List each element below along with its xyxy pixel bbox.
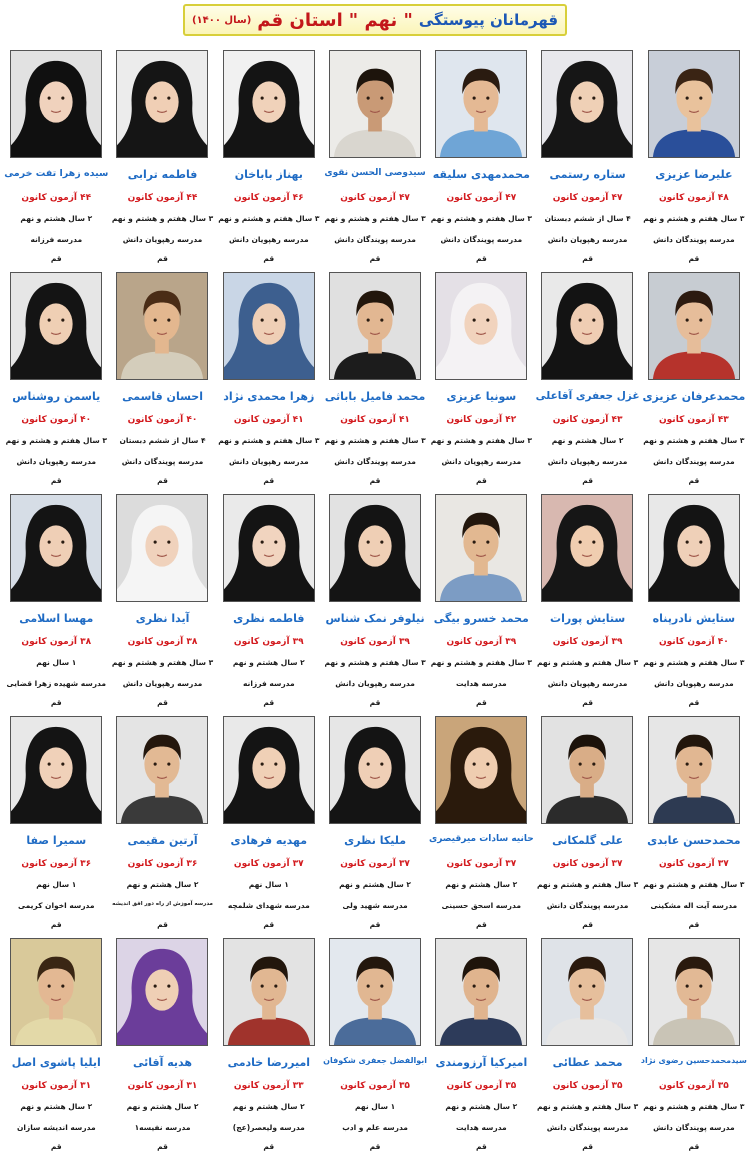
student-name: محمدعرفان عزیزی [642,390,746,403]
student-school: مدرسه رهپویان دانش [547,679,628,688]
student-card [109,50,215,272]
student-card [641,272,747,494]
student-card [534,494,640,716]
student-school: مدرسه هدایت [455,1123,507,1132]
student-card [641,494,747,716]
student-photo [541,938,633,1046]
student-card [216,272,322,494]
student-photo [116,938,208,1046]
student-name: نیلوفر نمک شناس [325,612,425,625]
student-photo [648,272,740,380]
student-years: ۳ سال هفتم و هشتم و نهم [536,658,639,667]
student-exam-count: ۳۷ آزمون کانون [340,859,410,869]
student-school: مدرسه پویندگان دانش [121,457,204,466]
student-exam-count: ۴۶ آزمون کانون [233,193,304,203]
student-school: مدرسه علم و ادب [342,1123,408,1132]
student-name: غزل جعفری آقاعلی [535,390,640,402]
student-school: مدرسه هدایت [455,679,507,688]
student-exam-count: ۳۵ آزمون کانون [658,1081,729,1091]
student-name: سمیرا صفا [26,834,87,847]
student-name: امیرکیا آرزومندی [435,1056,528,1069]
student-school: مدرسه اندیشه سازان [16,1123,96,1132]
student-name: محمد فامیل باباثی [324,390,426,403]
student-name: ستایش پورات [550,612,626,625]
student-card [216,716,322,938]
student-years: ۲ سال هشتم و نهم [551,436,624,445]
student-name: ملیکا نظری [344,834,407,847]
student-city: قم [50,920,62,929]
student-name: سونیا عزیزی [446,390,517,403]
student-city: قم [582,698,593,707]
student-card [322,938,428,1160]
student-card [534,50,640,272]
student-years: ۳ سال هفتم و هشتم و نهم [111,658,214,667]
student-card [534,272,640,494]
student-name: محمدحسن عابدی [647,834,741,847]
student-exam-count: ۴۱ آزمون کانون [233,415,304,425]
student-city: قم [369,698,381,707]
student-name: محمدمهدی سلیقه [432,168,530,181]
student-city: قم [263,920,275,929]
student-name: فاطمه ترابی [127,168,198,181]
student-photo [10,716,102,824]
student-city: قم [369,1142,381,1151]
student-years: ۲ سال هشتم و نهم [20,214,93,223]
student-card [322,50,428,272]
student-city: قم [263,476,275,485]
student-name: هدیه آقائی [133,1056,193,1069]
student-school: مدرسه شهید ولی [342,901,408,910]
student-exam-count: ۳۵ آزمون کانون [340,1081,410,1091]
student-city: قم [50,476,62,485]
student-school: مدرسه پویندگان دانش [334,235,416,244]
student-name: بهناز باباخان [234,168,303,181]
student-city: قم [475,476,487,485]
student-card [3,716,109,938]
student-card [109,938,215,1160]
student-city: قم [157,476,168,485]
student-photo [648,50,740,158]
header-title-prefix: قهرمانان پیوستگی [418,11,559,29]
student-school: مدرسه پویندگان دانش [653,235,735,244]
student-years: ۳ سال هفتم و هشتم و نهم [643,880,745,889]
student-exam-count: ۴۰ آزمون کانون [21,415,92,425]
student-name: سیدمحمدحسین رضوی نژاد [640,1056,747,1065]
student-school: مدرسه شهیده زهرا قضایی [6,679,107,688]
student-school: مدرسه پویندگان دانش [546,901,629,910]
student-card [109,716,215,938]
student-city: قم [688,698,700,707]
student-city: قم [582,476,593,485]
student-years: ۳ سال هفتم و هشتم و نهم [324,658,426,667]
student-exam-count: ۳۸ آزمون کانون [21,637,92,647]
student-years: ۳ سال هفتم و هشتم و نهم [324,214,426,223]
student-name: ستاره رستمی [549,168,626,181]
student-years: ۲ سال هشتم و نهم [20,1102,93,1111]
student-years: ۲ سال هشتم و نهم [445,1102,518,1111]
student-school: مدرسه اخوان کریمی [17,901,95,910]
student-card [534,938,640,1160]
student-city: قم [157,1142,168,1151]
student-card [428,272,534,494]
student-school: مدرسه پویندگان دانش [334,457,416,466]
student-name: ایلیا پاشوی اصل [11,1056,101,1069]
student-school: مدرسه رهپویان دانش [229,235,309,244]
student-name: محمد عطائی [552,1056,623,1069]
student-exam-count: ۴۳ آزمون کانون [552,415,623,425]
student-city: قم [688,254,700,263]
student-name: سیدوصی الحسن نقوی [324,168,426,178]
student-exam-count: ۳۶ آزمون کانون [127,859,198,869]
student-city: قم [369,254,381,263]
student-school: مدرسه رهپویان دانش [547,235,628,244]
student-city: قم [475,254,487,263]
student-photo [223,50,315,158]
student-exam-count: ۳۱ آزمون کانون [127,1081,198,1091]
student-city: قم [688,476,700,485]
student-photo [329,938,421,1046]
student-city: قم [157,254,168,263]
student-card [322,716,428,938]
student-photo [329,716,421,824]
student-school: مدرسه رهپویان دانش [547,457,628,466]
student-photo [435,272,527,380]
student-years: ۱ سال نهم [36,880,77,889]
student-school: مدرسه اسحق حسینی [441,901,521,910]
student-photo [648,938,740,1046]
student-city: قم [263,254,275,263]
student-name: علیرضا عزیزی [655,168,733,181]
student-city: قم [582,254,593,263]
student-exam-count: ۴۴ آزمون کانون [127,193,198,203]
student-name: حانیه سادات میرقیصری [428,834,534,844]
student-name: علی گلمکانی [552,834,624,847]
student-card [216,494,322,716]
student-city: قم [263,698,275,707]
student-name: احسان قاسمی [122,390,203,403]
student-photo [223,272,315,380]
student-city: قم [688,1142,700,1151]
student-years: ۱ سال نهم [248,880,289,889]
student-card [109,494,215,716]
student-city: قم [688,920,700,929]
student-photo [435,716,527,824]
student-exam-count: ۳۷ آزمون کانون [446,859,517,869]
student-photo [435,494,527,602]
student-years: ۲ سال هشتم و نهم [445,880,518,889]
student-years: ۳ سال هفتم و هشتم و نهم [430,658,532,667]
student-photo [541,494,633,602]
student-name: زهرا محمدی نژاد [223,390,315,403]
student-school: مدرسه ولیعصر(عج) [232,1123,305,1132]
student-card [428,494,534,716]
student-years: ۳ سال هفتم و هشتم و نهم [5,436,107,445]
student-exam-count: ۴۲ آزمون کانون [446,415,517,425]
student-city: قم [582,920,593,929]
student-years: ۳ سال هفتم و هشتم و نهم [643,658,745,667]
student-exam-count: ۳۷ آزمون کانون [658,859,729,869]
student-photo [329,50,421,158]
student-years: ۱ سال نهم [354,1102,396,1111]
student-exam-count: ۴۰ آزمون کانون [658,637,729,647]
student-city: قم [369,920,381,929]
student-exam-count: ۳۳ آزمون کانون [233,1081,304,1091]
student-card [428,50,534,272]
student-school: مدرسه رهپویان دانش [122,679,203,688]
student-exam-count: ۴۳ آزمون کانون [658,415,729,425]
header-grade: " نهم " [348,9,413,31]
student-years: ۱ سال نهم [36,658,77,667]
student-photo [435,938,527,1046]
student-photo [648,716,740,824]
student-years: ۳ سال هفتم و هشتم و نهم [643,436,745,445]
student-photo [223,938,315,1046]
student-school: مدرسه رهپویان دانش [654,679,734,688]
student-photo [116,716,208,824]
student-exam-count: ۴۷ آزمون کانون [446,193,517,203]
student-school: مدرسه پویندگان دانش [653,457,735,466]
student-years: ۲ سال هشتم و نهم [232,1102,305,1111]
student-city: قم [157,698,168,707]
student-school: مدرسه رهپویان دانش [122,235,203,244]
student-years: ۳ سال هفتم و هشتم و نهم [536,1102,639,1111]
student-school: مدرسه رهپویان دانش [441,457,522,466]
student-years: ۳ سال هفتم و هشتم و نهم [430,436,532,445]
student-years: ۲ سال هشتم و نهم [126,880,199,889]
student-card [534,716,640,938]
student-card [216,938,322,1160]
student-city: قم [369,476,381,485]
student-name: امیررضا خادمی [227,1056,311,1069]
student-photo [10,938,102,1046]
student-photo [541,272,633,380]
student-card [216,50,322,272]
student-school: مدرسه آموزش از راه دور افق اندیشه [112,901,213,907]
student-photo [223,716,315,824]
student-photo [116,494,208,602]
student-exam-count: ۳۵ آزمون کانون [552,1081,623,1091]
student-city: قم [582,1142,593,1151]
student-years: ۳ سال هفتم و هشتم و نهم [536,880,639,889]
student-years: ۴ سال از ششم دبستان [119,436,206,445]
student-card [641,50,747,272]
header-province: استان قم [257,9,343,31]
student-name: آیدا نظری [135,612,190,625]
student-school: مدرسه فرزانه [30,235,83,244]
student-exam-count: ۳۵ آزمون کانون [446,1081,517,1091]
student-years: ۳ سال هفتم و هشتم و نهم [430,214,532,223]
student-city: قم [157,920,168,929]
student-exam-count: ۴۷ آزمون کانون [340,193,410,203]
student-exam-count: ۴۴ آزمون کانون [21,193,92,203]
student-school: مدرسه پویندگان دانش [440,235,523,244]
student-city: قم [50,254,62,263]
student-exam-count: ۳۶ آزمون کانون [21,859,92,869]
student-card [428,716,534,938]
student-card [3,50,109,272]
student-years: ۳ سال هفتم و هشتم و نهم [111,214,214,223]
student-city: قم [475,698,487,707]
student-exam-count: ۳۷ آزمون کانون [552,859,623,869]
student-years: ۲ سال هشتم و نهم [126,1102,199,1111]
student-exam-count: ۴۷ آزمون کانون [552,193,623,203]
student-photo [329,272,421,380]
student-exam-count: ۳۹ آزمون کانون [446,637,517,647]
student-exam-count: ۴۸ آزمون کانون [658,193,729,203]
student-photo [435,50,527,158]
student-card [641,938,747,1160]
student-exam-count: ۳۸ آزمون کانون [127,637,198,647]
student-name: ابوالفضل جعفری شکوفان [323,1056,427,1065]
student-name: سیده زهرا تفت خرمی [4,168,109,179]
student-years: ۳ سال هفتم و هشتم و نهم [324,436,426,445]
student-photo [541,50,633,158]
student-photo [116,50,208,158]
student-school: مدرسه پویندگان دانش [653,1123,735,1132]
student-years: ۲ سال هشتم و نهم [339,880,411,889]
student-card [109,272,215,494]
student-photo [116,272,208,380]
student-name: فاطمه نظری [233,612,305,625]
page-header [183,4,567,36]
student-exam-count: ۳۹ آزمون کانون [552,637,623,647]
student-photo [10,494,102,602]
student-years: ۴ سال از ششم دبستان [544,214,631,223]
student-exam-count: ۴۰ آزمون کانون [127,415,198,425]
student-city: قم [50,698,62,707]
student-card [322,272,428,494]
student-name: مهدیه فرهادی [230,834,308,847]
student-school: مدرسه نفیسه۱ [134,1123,191,1132]
student-name: آرتین مقیمی [127,834,198,847]
student-city: قم [475,1142,487,1151]
student-card [428,938,534,1160]
student-card [3,272,109,494]
student-exam-count: ۳۷ آزمون کانون [233,859,304,869]
student-photo [329,494,421,602]
student-city: قم [263,1142,275,1151]
student-photo [10,272,102,380]
student-years: ۳ سال هفتم و هشتم و نهم [643,214,745,223]
student-school: مدرسه فرزانه [242,679,295,688]
student-name: محمد خسرو بیگی [433,612,529,625]
student-photo [648,494,740,602]
student-school: مدرسه رهپویان دانش [16,457,97,466]
student-photo [10,50,102,158]
student-photo [541,716,633,824]
student-name: ستایش نادرپناه [652,612,736,625]
student-school: مدرسه رهپویان دانش [229,457,309,466]
student-name: یاسمن روشناس [12,390,101,403]
student-years: ۳ سال هفتم و هشتم و نهم [218,214,320,223]
student-name: مهسا اسلامی [19,612,94,625]
student-school: مدرسه پویندگان دانش [546,1123,629,1132]
student-years: ۲ سال هشتم و نهم [232,658,305,667]
student-exam-count: ۳۹ آزمون کانون [340,637,410,647]
student-exam-count: ۳۱ آزمون کانون [21,1081,92,1091]
student-city: قم [50,1142,62,1151]
student-grid [3,50,747,1160]
student-city: قم [475,920,487,929]
student-school: مدرسه شهدای شلمچه [227,901,310,910]
student-school: مدرسه آیت اله مشکینی [650,901,738,910]
student-card [3,938,109,1160]
student-school: مدرسه رهپویان دانش [335,679,415,688]
header-year: (سال ۱۴۰۰) [191,14,252,26]
student-years: ۳ سال هفتم و هشتم و نهم [643,1102,745,1111]
student-exam-count: ۴۱ آزمون کانون [340,415,410,425]
student-card [3,494,109,716]
student-photo [223,494,315,602]
student-card [641,716,747,938]
student-exam-count: ۳۹ آزمون کانون [233,637,304,647]
student-years: ۳ سال هفتم و هشتم و نهم [218,436,320,445]
student-card [322,494,428,716]
